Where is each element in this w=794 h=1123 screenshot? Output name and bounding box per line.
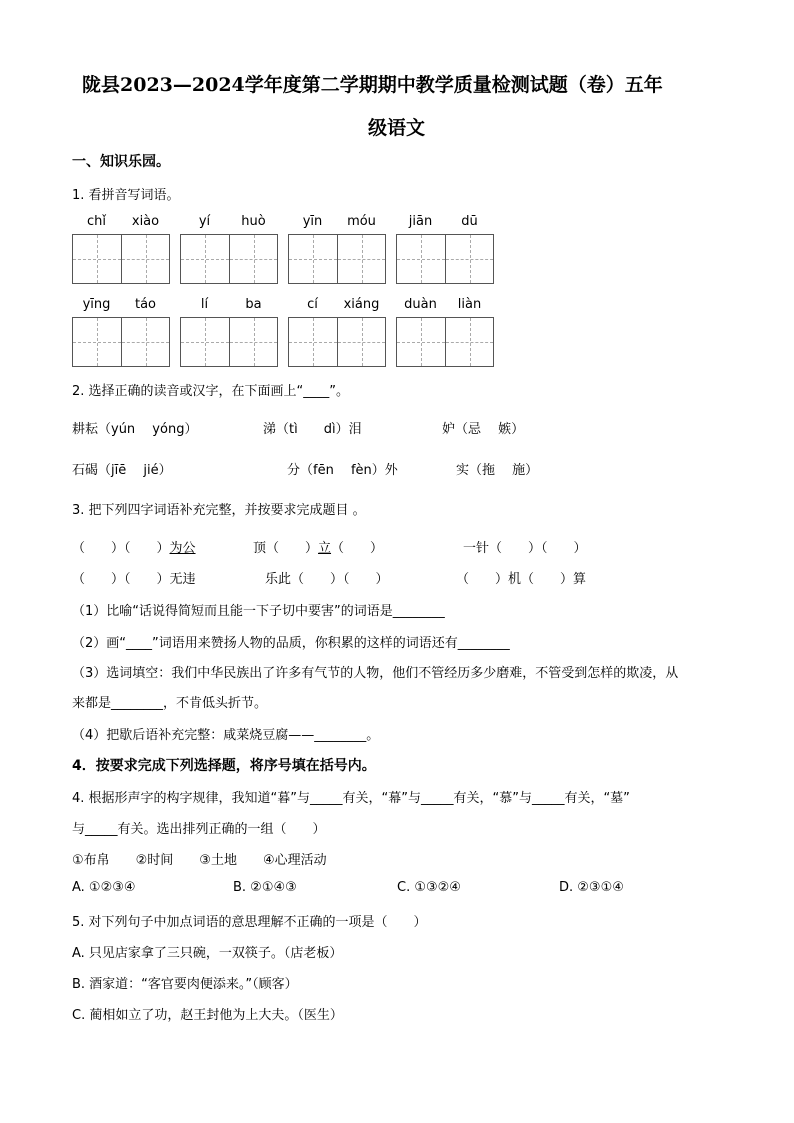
- q3-subquestion: 来都是________，不肯低头折节。: [72, 696, 268, 711]
- pinyin-label: dū: [461, 214, 478, 229]
- idiom-blank: [253, 537, 383, 556]
- pinyin-label: xiào: [131, 214, 160, 229]
- pinyin-label: yīn: [302, 214, 323, 229]
- pinyin-label: jiān: [408, 214, 433, 229]
- pinyin-label: móu: [347, 214, 376, 229]
- q4-items: ①布帛 ②时间 ③土地 ④心理活动: [72, 853, 327, 868]
- idiom-blank-text: （ ）（ ）: [72, 541, 170, 556]
- pinyin-label: yí: [198, 214, 211, 229]
- q2-option: 涕（tì dì）泪: [263, 422, 362, 437]
- pinyin-label: liàn: [457, 297, 482, 312]
- q3-subquestion: （4）把歇后语补充完整：咸菜烧豆腐——________。: [72, 728, 380, 743]
- pinyin-label: lí: [200, 297, 209, 312]
- section-heading: 一、知识乐园。: [72, 154, 170, 170]
- document-title-line1: 陇县2023—2024学年度第二学期期中教学质量检测试题（卷）五年: [82, 74, 663, 96]
- idiom-blank: （ ）机（ ）算: [456, 572, 587, 587]
- idiom-blank: 一针（ ）（ ）: [463, 541, 587, 556]
- idiom-blank-text: （ ）: [331, 541, 384, 556]
- option-c: C. ①③②④: [397, 880, 461, 895]
- idiom-blank: 乐此（ ）（ ）: [265, 572, 389, 587]
- q2-option: 分（fēn fèn）外: [287, 463, 398, 478]
- writing-boxes[interactable]: [180, 317, 278, 367]
- q2-option: 耕耘（yún yóng）: [72, 422, 198, 437]
- question-2-prompt: 2. 选择正确的读音或汉字，在下面画上“____”。: [72, 384, 350, 399]
- pinyin-label: chǐ: [87, 214, 106, 229]
- pinyin-label: duàn: [404, 297, 437, 312]
- document-title-line2: 级语文: [368, 117, 426, 139]
- writing-boxes[interactable]: [72, 317, 170, 367]
- pinyin-label: ba: [245, 297, 262, 312]
- q3-subquestion: （2）画“____”词语用来赞扬人物的品质，你积累的这样的词语还有________: [72, 636, 510, 651]
- idiom-blank: [72, 537, 196, 556]
- option-b: B. ②①④③: [233, 880, 297, 895]
- writing-boxes[interactable]: [288, 234, 386, 284]
- option-b: B. 酒家道：“客官要肉便添来。”（顾客）: [72, 977, 298, 992]
- option-d: D. ②③①④: [559, 880, 624, 895]
- pinyin-label: xiáng: [343, 297, 380, 312]
- q2-option: 石碣（jīē jié）: [72, 463, 172, 478]
- section-heading: 4．按要求完成下列选择题，将序号填在括号内。: [72, 758, 376, 774]
- q2-option: 妒（忌 嫉）: [442, 422, 525, 437]
- underlined-word: 立: [318, 541, 332, 556]
- question-4-text: 与_____有关。选出排列正确的一组（ ）: [72, 822, 326, 837]
- question-5-prompt: 5. 对下列句子中加点词语的意思理解不正确的一项是（ ）: [72, 915, 427, 930]
- question-1-prompt: 1. 看拼音写词语。: [72, 188, 180, 203]
- pinyin-label: táo: [134, 297, 157, 312]
- option-a: A. 只见店家拿了三只碗，一双筷子。（店老板）: [72, 946, 343, 961]
- idiom-blank: （ ）（ ）无违: [72, 572, 196, 587]
- writing-boxes[interactable]: [288, 317, 386, 367]
- pinyin-label: cí: [307, 297, 318, 312]
- pinyin-label: yīng: [82, 297, 111, 312]
- writing-boxes[interactable]: [396, 234, 494, 284]
- writing-boxes[interactable]: [396, 317, 494, 367]
- question-4-text: 4. 根据形声字的构字规律，我知道“暮”与_____有关，“幕”与_____有关，“慕”与_____有关，“墓”: [72, 791, 630, 806]
- option-a: A. ①②③④: [72, 880, 136, 895]
- writing-boxes[interactable]: [180, 234, 278, 284]
- underlined-word: 为公: [169, 541, 196, 556]
- q3-subquestion: （3）选词填空：我们中华民族出了许多有气节的人物，他们不管经历多少磨难，不管受到怎样的欺凌，从: [72, 666, 679, 681]
- q3-subquestion: （1）比喻“话说得简短而且能一下子切中要害”的词语是________: [72, 604, 445, 619]
- writing-boxes[interactable]: [72, 234, 170, 284]
- q2-option: 实（拖 施）: [456, 463, 539, 478]
- idiom-blank-text: 顶（ ）: [253, 541, 319, 556]
- question-3-prompt: 3. 把下列四字词语补充完整，并按要求完成题目 。: [72, 503, 366, 518]
- pinyin-label: huò: [241, 214, 266, 229]
- option-c: C. 蔺相如立了功，赵王封他为上大夫。（医生）: [72, 1008, 343, 1023]
